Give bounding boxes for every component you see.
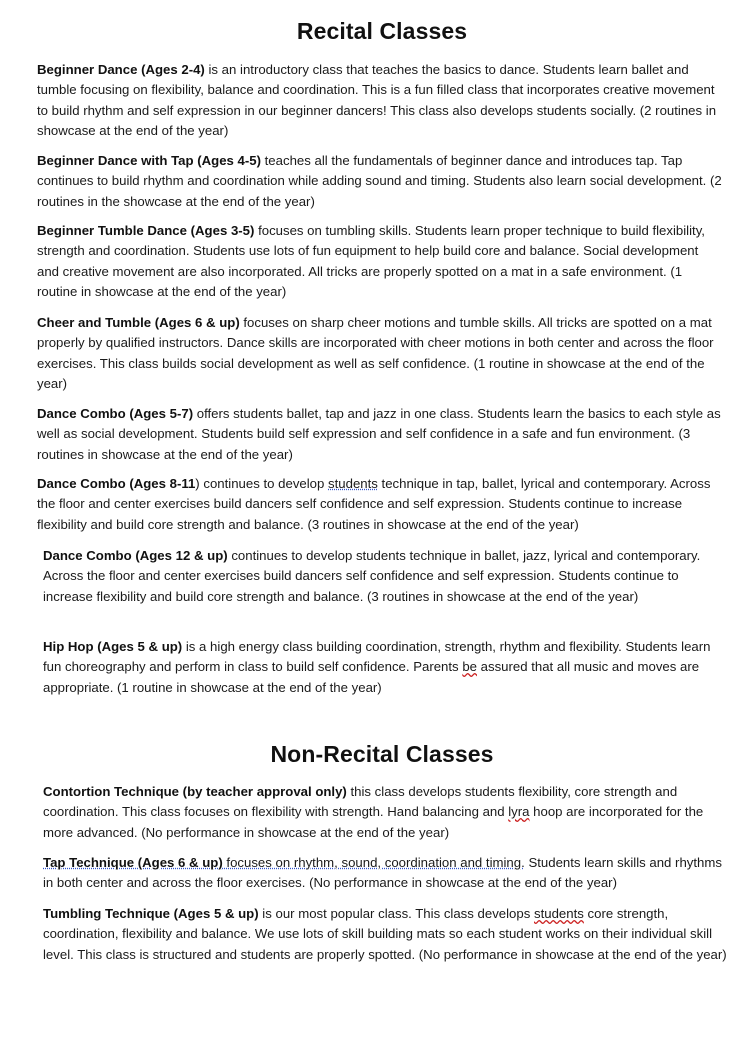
class-description-start: this class develops students flexibility, core strength and coordination. This class focuses on flexibility with strength. Hand balancing and (43, 784, 678, 820)
flagged-word: lyra (508, 804, 530, 820)
class-description: is an introductory class that teaches the basics to dance. Students learn ballet and tumble focusing on flexibility, balance and coordination. This is a fun filled class that incorporates creative movement to build rhythm and self expression in our beginner dancers! This class also develops students socially. (2 routines in showcase at the end of the year) (37, 62, 717, 138)
class-entry-contortion (43, 782, 727, 843)
recital-classes-heading: Recital Classes (296, 18, 468, 44)
class-description: technique in tap, ballet, lyrical and contemporary. Across the floor and center exercises build dancers self confidence and self expression. Students continue to increase flexibility and build core strength and balance. (3 routines in showcase at the end of the year) (37, 476, 711, 532)
class-description: offers students ballet, tap and jazz in one class. Students learn the basics to each style as well as social development. Students build self expression and self confidence in a safe and fun environment. (3 routines in showcase at the end of the year) (37, 406, 721, 462)
class-entry-dance-combo-12-up (43, 546, 727, 607)
class-description: teaches all the fundamentals of beginner dance and introduces tap. Tap continues to build rhythm and coordination while adding sound and timing. Students also learn social development. (2 routines in the showcase at the end of the year) (37, 153, 722, 209)
class-description: hoop are incorporated for the more advanced. (No performance in showcase at the end of the year) (43, 804, 704, 840)
class-name: Dance Combo (Ages 12 & up) (43, 548, 228, 563)
class-name: Beginner Dance (Ages 2-4) (37, 62, 205, 77)
class-name: Contortion Technique (by teacher approval only) (43, 784, 347, 799)
class-name: Tap Technique (Ages 6 & up) (43, 855, 223, 870)
flagged-word: students (534, 906, 584, 921)
class-name: Dance Combo (Ages 8-11 (37, 476, 196, 491)
class-description: Students learn skills and rhythms in both center and across the floor exercises. (No performance in showcase at the end of the year) (43, 855, 722, 891)
flagged-word: be (462, 659, 477, 675)
class-name: Beginner Tumble Dance (Ages 3-5) (37, 223, 255, 238)
class-entry-dance-combo-5-7 (37, 404, 723, 465)
class-description: core strength, coordination, flexibility and balance. We use lots of skill building mats so each student works on their individual skill level. This class is structured and students are properly spotted. (No performance in showcase at the end of the year) (43, 906, 727, 962)
class-entry-dance-combo-8-11 (37, 474, 723, 535)
class-description-start: continues to develop (199, 476, 329, 491)
class-entry-beginner-dance-tap (37, 151, 723, 212)
class-entry-hip-hop (43, 637, 727, 698)
class-description: assured that all music and moves are appropriate. (1 routine in showcase at the end of the year) (43, 659, 700, 695)
class-description-start: focuses on rhythm, sound, coordination and timing. (222, 855, 525, 870)
non-recital-classes-heading: Non-Recital Classes (270, 741, 494, 767)
class-description: continues to develop students technique in ballet, jazz, lyrical and contemporary. Across the floor and center exercises build dancers self confidence and self expression. Students continue to increase flexibility and build core strength and balance. (3 routines in showcase at the end of the year) (43, 548, 701, 604)
class-name: Cheer and Tumble (Ages 6 & up) (37, 315, 240, 330)
class-entry-tumbling-technique (43, 904, 727, 965)
class-name: Beginner Dance with Tap (Ages 4-5) (37, 153, 261, 168)
class-description-start: is a high energy class building coordination, strength, rhythm and flexibility. Students learn fun choreography and perform in class to build self confidence. Parents (43, 639, 711, 675)
flagged-word: students (328, 476, 378, 491)
class-name-suffix: ) (195, 476, 200, 491)
class-name: Dance Combo (Ages 5-7) (37, 406, 194, 421)
class-name: Tumbling Technique (Ages 5 & up) (43, 906, 259, 921)
class-description-start: is our most popular class. This class develops (258, 906, 534, 921)
class-description: focuses on sharp cheer motions and tumble skills. All tricks are spotted on a mat properly by qualified instructors. Dance skills are incorporated with cheer motions in both center and across the floor exercises. This class builds social development as well as self confidence. (1 routine in showcase at the end of the year) (37, 315, 714, 391)
class-entry-tap-technique (43, 853, 727, 894)
class-entry-cheer-tumble (37, 313, 723, 394)
class-entry-beginner-tumble-dance (37, 221, 723, 302)
class-name: Hip Hop (Ages 5 & up) (43, 639, 183, 654)
class-entry-beginner-dance (37, 60, 723, 141)
class-description: focuses on tumbling skills. Students learn proper technique to build flexibility, strength and coordination. Students use lots of fun equipment to help build core and balance. Social development and creative movement are also incorporated. All tricks are properly spotted on a mat in a safe environment. (1 routine in showcase at the end of the year) (37, 223, 705, 299)
